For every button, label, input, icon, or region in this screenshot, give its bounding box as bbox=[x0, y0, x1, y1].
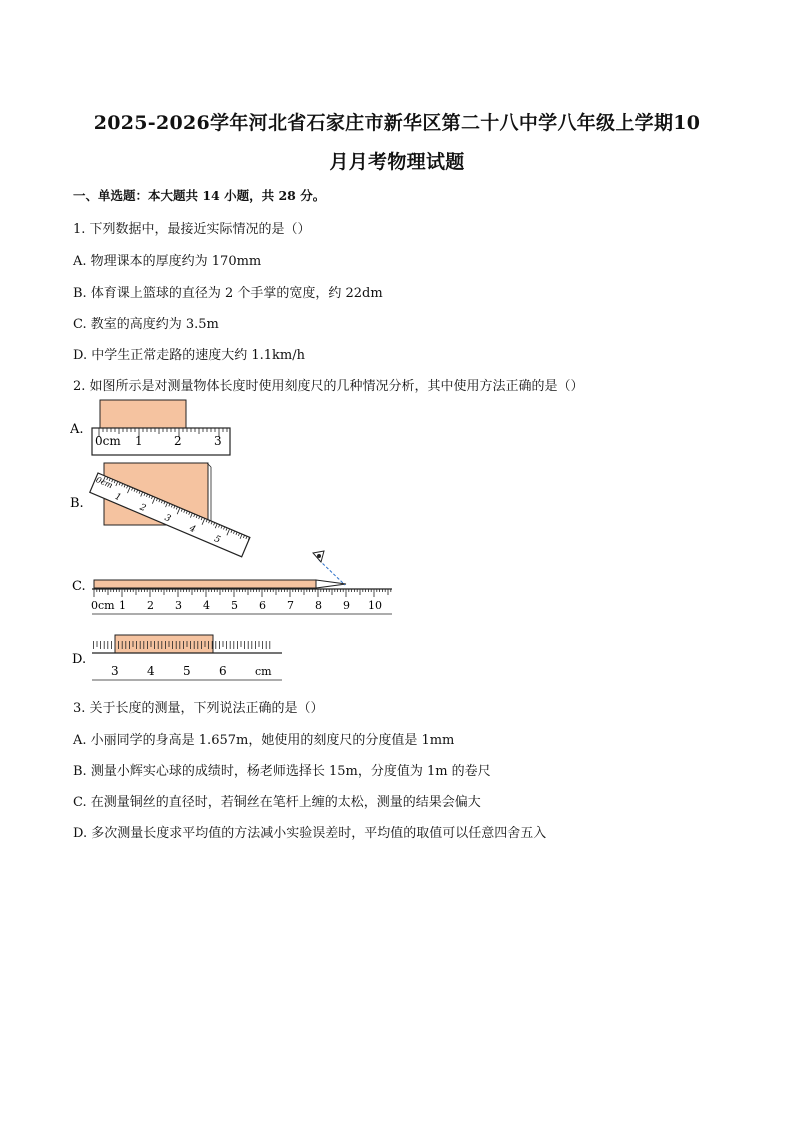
q3-stem: 3. 关于长度的测量，下列说法正确的是（） bbox=[73, 701, 324, 716]
q2-label-c: C. bbox=[72, 579, 86, 594]
ruler-c-tick-label: 7 bbox=[287, 599, 294, 612]
ruler-b-label-3: 3 bbox=[162, 513, 173, 525]
object-a bbox=[100, 400, 186, 428]
ruler-b-label-2: 2 bbox=[138, 502, 148, 514]
ruler-d-label-5: 5 bbox=[183, 664, 191, 678]
ruler-c-tick-label: 1 bbox=[119, 599, 126, 612]
exam-title-line2: 月月考物理试题 bbox=[329, 151, 465, 173]
q3-option-b: B. 测量小辉实心球的成绩时，杨老师选择长 15m，分度值为 1m 的卷尺 bbox=[73, 764, 491, 779]
q3-option-c: C. 在测量铜丝的直径时，若铜丝在笔杆上缠的太松，测量的结果会偏大 bbox=[73, 795, 481, 810]
ruler-b-label-0: 0cm bbox=[94, 475, 114, 491]
ruler-a-label-1: 1 bbox=[135, 434, 143, 448]
q2-label-a: A. bbox=[70, 422, 84, 437]
ruler-c-tick-label: 6 bbox=[259, 599, 266, 612]
ruler-c-tick-label: 2 bbox=[147, 599, 154, 612]
ruler-d-unit: cm bbox=[255, 665, 272, 678]
ruler-a-label-3: 3 bbox=[214, 434, 222, 448]
ruler-c-tick-label: 10 bbox=[368, 599, 382, 612]
ruler-b-label-5: 5 bbox=[212, 534, 222, 546]
ruler-c-labels bbox=[91, 599, 382, 612]
q1-stem: 1. 下列数据中，最接近实际情况的是（） bbox=[73, 222, 311, 237]
ruler-d-label-6: 6 bbox=[219, 664, 227, 678]
ruler-c-tick-label: 8 bbox=[315, 599, 322, 612]
ruler-c-tick-label: 9 bbox=[343, 599, 350, 612]
ruler-a-label-0: 0cm bbox=[95, 434, 121, 448]
q1-option-c: C. 教室的高度约为 3.5m bbox=[73, 317, 219, 332]
q1-option-d: D. 中学生正常走路的速度大约 1.1km/h bbox=[73, 348, 305, 363]
ruler-c-ticks bbox=[94, 589, 391, 597]
pencil-body bbox=[94, 580, 316, 588]
ruler-a-label-2: 2 bbox=[174, 434, 182, 448]
q3-option-a: A. 小丽同学的身高是 1.657m，她使用的刻度尺的分度值是 1mm bbox=[73, 733, 455, 748]
ruler-b-label-1: 1 bbox=[113, 491, 123, 504]
exam-title-line1: 2025-2026学年河北省石家庄市新华区第二十八中学八年级上学期10 bbox=[93, 112, 701, 134]
q3-option-d: D. 多次测量长度求平均值的方法减小实验误差时，平均值的取值可以任意四舍五入 bbox=[73, 826, 547, 841]
ruler-c-tick-label: 3 bbox=[175, 599, 182, 612]
q2-label-d: D. bbox=[72, 652, 87, 667]
ruler-d-label-3: 3 bbox=[111, 664, 119, 678]
eye-icon bbox=[313, 551, 324, 562]
ruler-c-tick-label: 5 bbox=[231, 599, 238, 612]
q2-label-b: B. bbox=[70, 496, 84, 511]
ruler-c-tick-label: 4 bbox=[203, 599, 210, 612]
q1-option-b: B. 体育课上篮球的直径为 2 个手掌的宽度，约 22dm bbox=[73, 286, 383, 301]
q2-ruler-figure bbox=[70, 395, 410, 690]
ruler-c-tick-label: 0cm bbox=[91, 599, 115, 612]
q2-stem: 2. 如图所示是对测量物体长度时使用刻度尺的几种情况分析，其中使用方法正确的是（） bbox=[73, 379, 584, 394]
ruler-d-label-4: 4 bbox=[147, 664, 155, 678]
section-heading: 一、单选题：本大题共 14 小题，共 28 分。 bbox=[73, 188, 326, 203]
ruler-b-label-4: 4 bbox=[187, 523, 197, 536]
q1-option-a: A. 物理课本的厚度约为 170mm bbox=[73, 254, 262, 269]
